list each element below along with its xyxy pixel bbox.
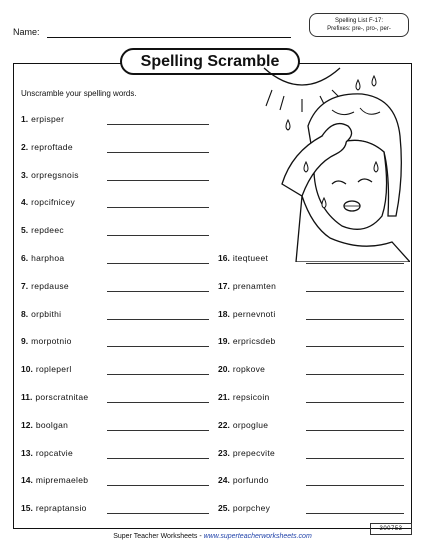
answer-line[interactable]: [306, 485, 404, 486]
scrambled-word: ropcatvie: [35, 447, 74, 458]
answer-line[interactable]: [107, 319, 209, 320]
scrambled-word: repsicoin: [232, 392, 270, 402]
word-item: [21, 336, 72, 348]
scrambled-word: reproftade: [31, 141, 73, 152]
scrambled-word: erpricsdeb: [232, 336, 276, 347]
word-item: [218, 364, 265, 376]
answer-line[interactable]: [107, 263, 209, 264]
word-item: [218, 420, 268, 432]
answer-line[interactable]: [306, 346, 404, 347]
item-number: 4.: [21, 197, 29, 208]
item-number: 21.: [218, 392, 230, 402]
word-item: [21, 225, 64, 237]
scrambled-word: prenamten: [232, 280, 277, 291]
worksheet-code: 300753: [370, 523, 412, 535]
scrambled-word: orpregsnois: [31, 169, 79, 180]
answer-line[interactable]: [306, 430, 404, 431]
answer-line[interactable]: [107, 513, 209, 514]
word-item: [218, 448, 275, 460]
answer-line[interactable]: [107, 430, 209, 431]
scrambled-word: repdeec: [31, 225, 64, 236]
answer-line[interactable]: [306, 263, 404, 264]
word-item: [21, 475, 88, 487]
item-number: 2.: [21, 141, 29, 152]
answer-line[interactable]: [107, 346, 209, 347]
answer-line[interactable]: [107, 180, 209, 181]
spelling-list-label: Spelling List F-17:: [334, 18, 384, 24]
word-item: [21, 448, 73, 460]
scrambled-word: orpoglue: [232, 419, 269, 430]
answer-line[interactable]: [107, 235, 209, 236]
word-item: [218, 309, 276, 321]
scrambled-word: ropleperl: [35, 364, 72, 375]
scrambled-word: harphoa: [31, 253, 65, 263]
scrambled-word: morpotnio: [31, 336, 72, 347]
item-number: 24.: [218, 475, 230, 486]
word-item: [21, 142, 73, 154]
word-item: [21, 197, 75, 209]
word-item: [21, 392, 88, 404]
scrambled-word: iteqtueet: [232, 253, 269, 263]
item-number: 10.: [21, 364, 33, 375]
scrambled-word: erpisper: [31, 114, 65, 124]
answer-line[interactable]: [107, 458, 209, 459]
item-number: 19.: [218, 336, 230, 347]
word-item: [218, 281, 276, 293]
spelling-list-box: [309, 13, 409, 37]
item-number: 13.: [21, 447, 33, 458]
word-item: [21, 364, 72, 376]
word-item: [218, 253, 268, 265]
word-item: [218, 475, 269, 487]
item-number: 25.: [218, 503, 230, 514]
sweating-kid-illustration: [262, 66, 410, 262]
scrambled-word: mipremaeleb: [35, 475, 89, 486]
answer-line[interactable]: [107, 207, 209, 208]
word-item: [21, 309, 61, 321]
word-item: [21, 253, 64, 265]
answer-line[interactable]: [306, 291, 404, 292]
item-number: 11.: [21, 392, 33, 402]
answer-line[interactable]: [306, 402, 404, 403]
answer-line[interactable]: [107, 291, 209, 292]
word-item: [218, 392, 270, 404]
word-item: [218, 336, 276, 348]
answer-line[interactable]: [107, 152, 209, 153]
scrambled-word: repraptansio: [35, 503, 87, 514]
scrambled-word: ropcifnicey: [31, 197, 76, 208]
item-number: 22.: [218, 419, 230, 430]
item-number: 16.: [218, 253, 230, 263]
scrambled-word: porpchey: [232, 503, 271, 514]
item-number: 12.: [21, 419, 33, 430]
item-number: 8.: [21, 308, 29, 319]
word-item: [21, 281, 69, 293]
sun-icon: [264, 68, 340, 85]
word-item: [21, 170, 79, 182]
item-number: 9.: [21, 336, 29, 347]
scrambled-word: boolgan: [35, 419, 69, 430]
answer-line[interactable]: [107, 124, 209, 125]
answer-line[interactable]: [306, 374, 404, 375]
scrambled-word: repdause: [31, 280, 69, 291]
item-number: 17.: [218, 280, 230, 291]
page-title: Spelling Scramble: [120, 48, 300, 75]
footer-url[interactable]: www.superteacherworksheets.com: [203, 533, 312, 540]
item-number: 14.: [21, 475, 33, 486]
scrambled-word: pernevnoti: [232, 308, 276, 319]
answer-line[interactable]: [306, 319, 404, 320]
item-number: 3.: [21, 169, 29, 180]
answer-line[interactable]: [107, 374, 209, 375]
scrambled-word: ropkove: [232, 364, 266, 375]
instructions: Unscramble your spelling words.: [21, 89, 137, 98]
footer: [0, 533, 425, 540]
item-number: 5.: [21, 225, 29, 236]
spelling-list-prefixes: Prefixes: pre-, pro-, per-: [327, 26, 391, 32]
word-item: [21, 114, 64, 126]
item-number: 7.: [21, 280, 29, 291]
scrambled-word: prepecvite: [232, 447, 276, 458]
answer-line[interactable]: [107, 402, 209, 403]
item-number: 1.: [21, 114, 29, 124]
word-item: [218, 503, 270, 515]
answer-line[interactable]: [107, 485, 209, 486]
name-label: Name:: [13, 27, 40, 37]
footer-brand: Super Teacher Worksheets -: [113, 533, 204, 540]
scrambled-word: orpbithi: [31, 308, 62, 319]
item-number: 18.: [218, 308, 230, 319]
answer-line[interactable]: [306, 513, 404, 514]
word-item: [21, 503, 87, 515]
answer-line[interactable]: [306, 458, 404, 459]
item-number: 6.: [21, 253, 29, 263]
scrambled-word: porfundo: [232, 475, 269, 486]
name-line[interactable]: [47, 37, 291, 38]
item-number: 15.: [21, 503, 33, 514]
item-number: 23.: [218, 447, 230, 458]
scrambled-word: porscratnitae: [35, 392, 89, 402]
item-number: 20.: [218, 364, 230, 375]
word-item: [21, 420, 68, 432]
